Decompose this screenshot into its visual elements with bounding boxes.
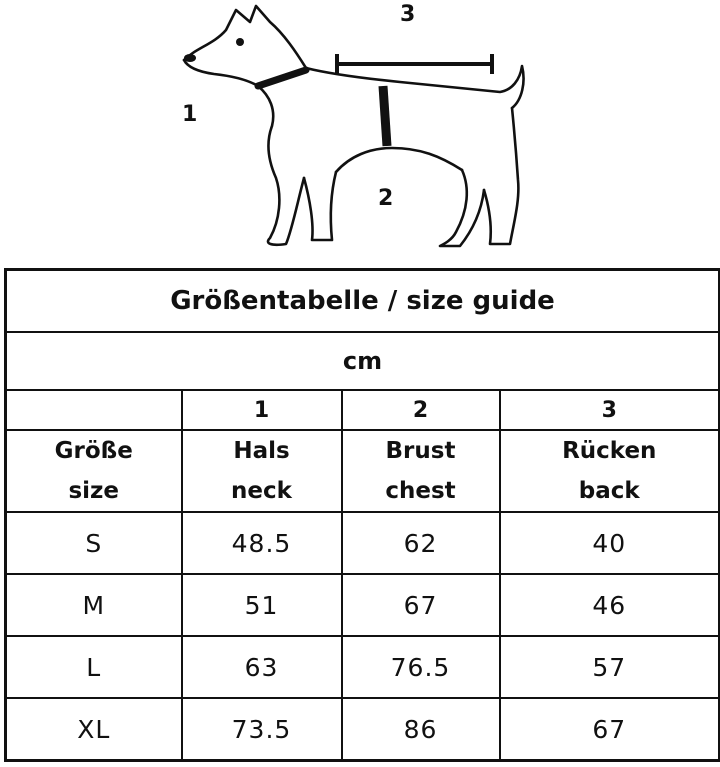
back-cell: 67 bbox=[500, 698, 720, 761]
neck-cell: 73.5 bbox=[182, 698, 342, 761]
table-title: Größentabelle / size guide bbox=[6, 270, 720, 333]
chest-cell: 76.5 bbox=[342, 636, 500, 698]
chest-cell: 86 bbox=[342, 698, 500, 761]
unit-label: cm bbox=[6, 332, 720, 390]
unit-row bbox=[6, 332, 720, 390]
header-cell: chest bbox=[342, 471, 500, 512]
header-row-english bbox=[6, 471, 720, 512]
column-number-row bbox=[6, 390, 720, 430]
table-row bbox=[6, 574, 720, 636]
table-row bbox=[6, 698, 720, 761]
header-cell: Brust bbox=[342, 430, 500, 471]
size-guide-table bbox=[4, 268, 720, 762]
table-title-row bbox=[6, 270, 720, 333]
chest-cell: 67 bbox=[342, 574, 500, 636]
size-cell: M bbox=[6, 574, 182, 636]
size-cell: S bbox=[6, 512, 182, 574]
column-number-cell: 2 bbox=[342, 390, 500, 430]
size-cell: L bbox=[6, 636, 182, 698]
header-cell: back bbox=[500, 471, 720, 512]
back-cell: 57 bbox=[500, 636, 720, 698]
header-cell: size bbox=[6, 471, 182, 512]
size-cell: XL bbox=[6, 698, 182, 761]
table-row bbox=[6, 636, 720, 698]
neck-marker-label: 1 bbox=[182, 102, 198, 127]
back-cell: 40 bbox=[500, 512, 720, 574]
chest-marker-label: 2 bbox=[378, 186, 394, 211]
dog-measurement-illustration bbox=[0, 0, 720, 262]
header-cell: Größe bbox=[6, 430, 182, 471]
neck-cell: 48.5 bbox=[182, 512, 342, 574]
header-cell: Hals bbox=[182, 430, 342, 471]
neck-cell: 63 bbox=[182, 636, 342, 698]
back-marker-label: 3 bbox=[400, 2, 416, 27]
header-cell: neck bbox=[182, 471, 342, 512]
neck-cell: 51 bbox=[182, 574, 342, 636]
chest-cell: 62 bbox=[342, 512, 500, 574]
column-number-cell: 1 bbox=[182, 390, 342, 430]
dog-outline-icon bbox=[0, 0, 720, 262]
back-cell: 46 bbox=[500, 574, 720, 636]
header-cell: Rücken bbox=[500, 430, 720, 471]
column-number-cell: 3 bbox=[500, 390, 720, 430]
header-row-german bbox=[6, 430, 720, 471]
column-number-cell bbox=[6, 390, 182, 430]
table-row bbox=[6, 512, 720, 574]
